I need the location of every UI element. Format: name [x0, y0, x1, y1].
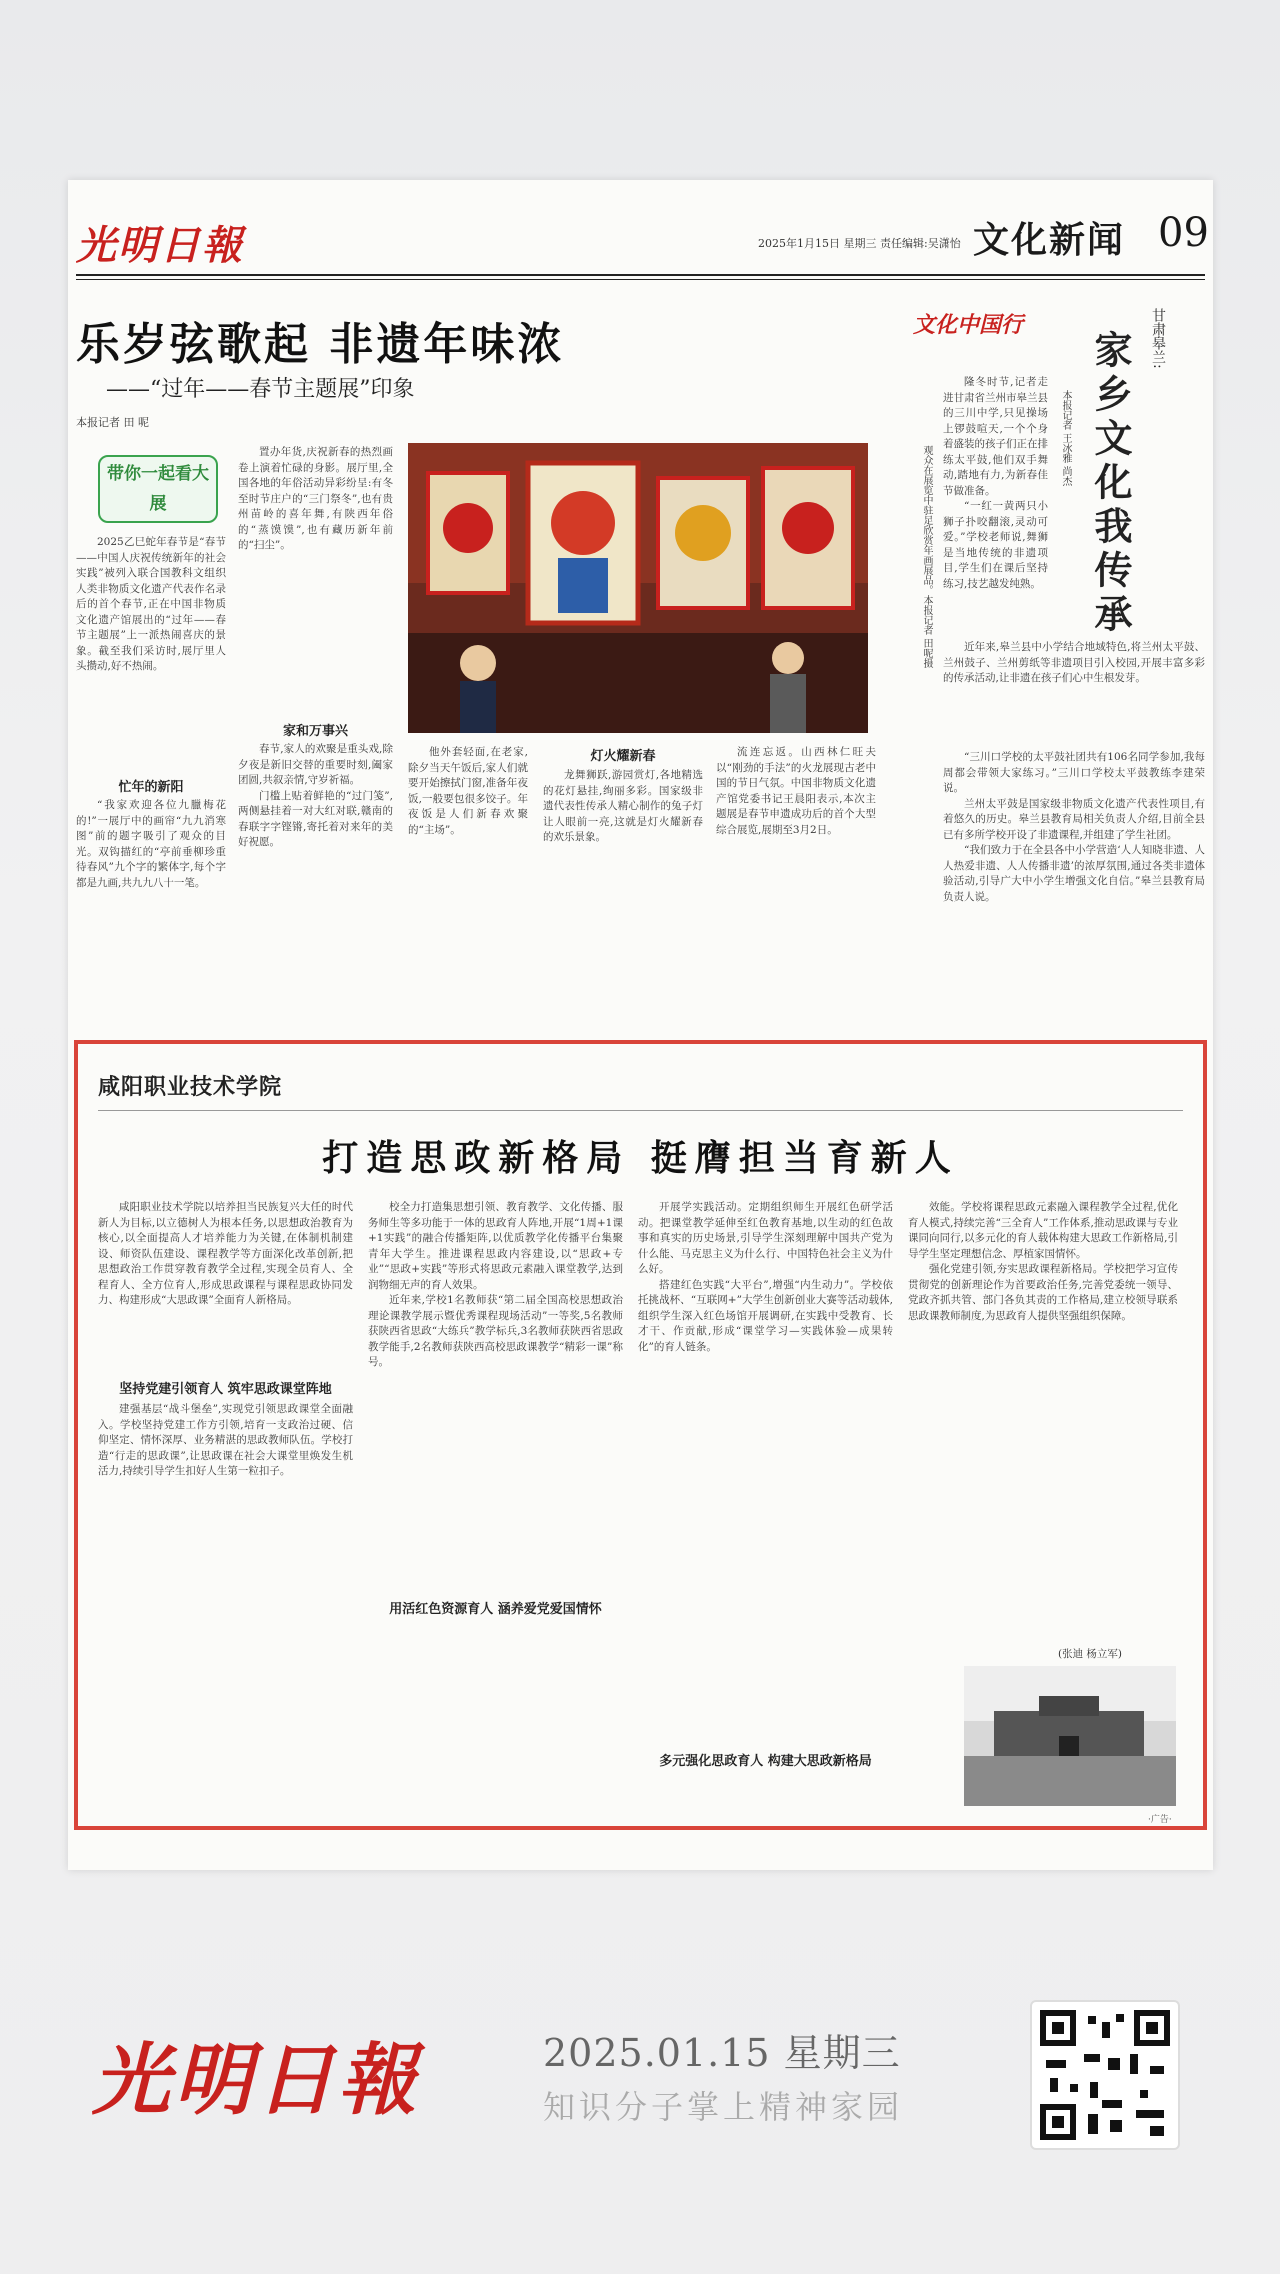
feature-paragraph: 近年来,学校1名教师获“第二届全国高校思想政治理论课教学展示暨优秀课程现场活动”一等奖,5名教师获陕西省思政“大练兵”教学标兵,3名教师获陕西省思政教学能手,2名教师获陕西高校思政课教学“精彩一课”称号。 — [368, 1294, 623, 1368]
sidebar-logo: 文化中国行 — [913, 312, 1024, 338]
masthead-rule-thin — [76, 279, 1205, 280]
feature-paragraph: 搭建红色实践“大平台”,增强“内生动力”。学校依托挑战杯、“互联网+”大学生创新创业大赛等活动载体,组织学生深入红色场馆开展调研,在实践中受教育、长才干、作贡献,形成“课堂学习—实践体验—成果转化”的育人链条。 — [638, 1278, 893, 1353]
feature-col4 — [908, 1200, 1178, 1640]
lead-paragraph: 置办年货,庆祝新春的热烈画卷上演着忙碌的身影。展厅里,全国各地的年俗活动异彩纷呈:有冬至时节庄户的“三门祭冬”,也有贵州苗岭的喜年舞,有陕西年俗的“蒸馍馍”,也有藏历新年前的“扫尘”。 — [238, 446, 393, 551]
feature-paragraph: 校全力打造集思想引领、教育教学、文化传播、服务师生等多功能于一体的思政育人阵地,开展“1周+1课+1实践”的融合传播矩阵,以优质教学化传播平台集聚青年大学生。推进课程思政内容建设,以“思政+专业”“思政+实践”等形式将思政元素融入课堂教学,达到润物细无声的育人效果。 — [368, 1201, 623, 1291]
feature-rule — [98, 1110, 1183, 1111]
footer-logo: 光明日報 — [92, 2035, 421, 2126]
feature-institution: 咸阳职业技术学院 — [98, 1074, 283, 1100]
sidebar-byline: 本报记者 王冰雅 尚杰 — [1060, 390, 1071, 487]
feature-col1b — [98, 1402, 353, 1812]
sidebar-paragraph: “一红一黄两只小狮子扑咬翻滚,灵动可爱。”学校老师说,舞狮是当地传统的非遗项目,学生们在课后坚持练习,技艺越发纯熟。 — [943, 500, 1048, 590]
qr-code[interactable] — [1030, 2000, 1180, 2150]
lead-col2b — [238, 742, 393, 1022]
lead-paragraph: 2025乙巳蛇年春节是“春节——中国人庆祝传统新年的社会实践”被列入联合国教科文组织人类非物质文化遗产代表作名录后的首个春节,正在中国非物质文化遗产馆展出的“过年——春节主题展”上一派热闹喜庆的景象。截至我们采访时,展厅里人头攒动,好不热闹。 — [76, 536, 226, 672]
lead-col3 — [408, 745, 528, 1025]
feature-subhead-2: 用活红色资源育人 涵养爱党爱国情怀 — [389, 1602, 602, 1617]
lead-paragraph: 门槛上贴着鲜艳的“过门笺”,两侧悬挂着一对大红对联,赣南的春联字字铿锵,寄托着对来年的美好祝愿。 — [238, 789, 393, 848]
campus-photo — [964, 1666, 1176, 1806]
issue-meta: 2025年1月15日 星期三 责任编辑:吴潇怡 — [758, 237, 961, 250]
exhibition-photo — [408, 443, 868, 733]
lead-paragraph: 流连忘返。山西林仁旺夫以“刚劲的手法”的火龙展现古老中国的节日气氛。中国非物质文化遗产馆党委书记王晨阳表示,本次主题展是春节申遗成功后的首个大型综合展览,展期至3月2日。 — [716, 746, 876, 836]
feature-col3 — [638, 1200, 893, 1640]
column-logo: 带你一起看大展 — [98, 455, 218, 523]
newspaper-page — [68, 180, 1213, 1870]
lead-subhead-2: 家和万事兴 — [282, 724, 348, 739]
feature-title: 打造思政新格局 挺膺担当育新人 — [322, 1137, 959, 1179]
exhibition-photo-graphic — [408, 443, 868, 733]
lead-col4 — [543, 768, 703, 1026]
lead-paragraph: 龙舞狮跃,游园赏灯,各地精选的花灯悬挂,绚丽多彩。国家级非遗代表性传承人精心制作的兔子灯让人眼前一亮,这就是灯火耀新春的欢乐景象。 — [543, 769, 703, 843]
sidebar-paragraph: “三川口学校的太平鼓社团共有106名同学参加,我每周都会带领大家练习。”三川口学校太平鼓教练李建荣说。 — [943, 751, 1205, 794]
sidebar-col1 — [943, 375, 1048, 630]
feature-author: (张迪 杨立军) — [1058, 1648, 1123, 1660]
lead-subhead-3: 灯火耀新春 — [590, 749, 656, 764]
lead-paragraph: 春节,家人的欢聚是重头戏,除夕夜是新旧交替的重要时刻,阖家团圆,共叙亲情,守岁祈福。 — [238, 743, 393, 786]
lead-subtitle: ——“过年——春节主题展”印象 — [106, 377, 415, 402]
masthead-rule — [76, 274, 1205, 276]
feature-paragraph: 效能。学校将课程思政元素融入课程教学全过程,优化育人模式,持续完善“三全育人”工作体系,推动思政课与专业课同向同行,以多元化的育人载体构建大思政工作新格局,引导学生坚定理想信念、厚植家国情怀。 — [908, 1201, 1178, 1260]
lead-col1b — [76, 798, 226, 1018]
sidebar-title: 家乡文化我传承 — [1088, 330, 1133, 638]
lead-title: 乐岁弦歌起 非遗年味浓 — [76, 319, 565, 370]
section-name: 文化新闻 — [973, 219, 1126, 261]
feature-paragraph: 咸阳职业技术学院以培养担当民族复兴大任的时代新人为目标,以立德树人为根本任务,以思想政治教育为核心,以全面提高人才培养能力为关键,在体制机制建设、师资队伍建设、课程教学等方面深化改革创新,把思想政治工作贯穿教育教学全过程,实现全员育人、全程育人、全方位育人,形成思政课程与课程思政协同发力、构建形成“大思政课”全面育人新格局。 — [98, 1201, 353, 1306]
sidebar-paragraph: 近年来,皋兰县中小学结合地域特色,将兰州太平鼓、兰州鼓子、兰州剪纸等非遗项目引入校园,开展丰富多彩的传承活动,让非遗在孩子们心中生根发芽。 — [943, 641, 1205, 684]
lead-col5 — [716, 745, 876, 1025]
feature-subhead-3: 多元强化思政育人 构建大思政新格局 — [659, 1754, 872, 1769]
feature-col1 — [98, 1200, 353, 1372]
page-number: 09 — [1158, 210, 1209, 256]
masthead-logo: 光明日報 — [76, 222, 244, 269]
sidebar-kicker: 甘肃皋兰: — [1150, 308, 1166, 369]
campus-photo-graphic — [964, 1666, 1176, 1806]
lead-paragraph: “我家欢迎各位九臘梅花的!”一展厅中的画帘“九九消寒图”前的题字吸引了观众的目光。双钩描红的“亭前垂柳珍重待春风”九个字的繁体字,每个字都是九画,共九九八十一笔。 — [76, 799, 226, 889]
feature-subhead-1: 坚持党建引领育人 筑牢思政课堂阵地 — [119, 1382, 332, 1397]
footer-date: 2025.01.15 星期三 — [543, 2031, 901, 2075]
lead-byline: 本报记者 田 呢 — [76, 416, 149, 429]
feature-paragraph: 开展学实践活动。定期组织师生开展红色研学活动。把课堂教学延伸至红色教育基地,以生动的红色故事和真实的历史场景,引导学生深刻理解中国共产党为什么能、马克思主义为什么行、中国特色社会主义为什么好。 — [638, 1201, 893, 1275]
sidebar-paragraph: “我们致力于在全县各中小学营造‘人人知晓非遗、人人热爱非遗、人人传播非遗’的浓厚氛围,通过各类非遗体验活动,引导广大中小学生增强文化自信。”皋兰县教育局负责人说。 — [943, 844, 1205, 903]
sidebar-col2 — [943, 640, 1205, 740]
photo-caption: 观众在展览中驻足欣赏年画展品。本报记者 田呢摄 — [921, 445, 932, 669]
lead-subhead-1: 忙年的新阳 — [118, 780, 184, 795]
feature-col2 — [368, 1200, 623, 1590]
lead-col1 — [76, 535, 226, 770]
feature-paragraph: 强化党建引领,夯实思政课程新格局。学校把学习宣传贯彻党的创新理论作为首要政治任务,完善党委统一领导、党政齐抓共管、部门各负其责的工作格局,建立校领导联系思政课教师制度,为思政育人提供坚强组织保障。 — [908, 1263, 1178, 1322]
sidebar-paragraph: 隆冬时节,记者走进甘肃省兰州市皋兰县的三川中学,只见操场上锣鼓喧天,一个个身着盛装的孩子们正在排练太平鼓,他们双手舞动,踏地有力,为新春佳节做准备。 — [943, 376, 1048, 497]
lead-paragraph: 他外套轻面,在老家,除夕当天午饭后,家人们就要开始擦拭门窗,准备年夜饭,一般要包很多饺子。年夜饭是人们新春欢聚的“主场”。 — [408, 746, 528, 836]
footer-slogan: 知识分子掌上精神家园 — [543, 2088, 904, 2126]
ad-mark: ·广告· — [1148, 1815, 1172, 1825]
qr-code-icon — [1040, 2010, 1170, 2140]
sidebar-paragraph: 兰州太平鼓是国家级非物质文化遗产代表性项目,有着悠久的历史。皋兰县教育局相关负责人介绍,目前全县已有多所学校开设了非遗课程,并组建了学生社团。 — [943, 797, 1205, 841]
sidebar-col3 — [943, 750, 1205, 1025]
feature-paragraph: 建强基层“战斗堡垒”,实现党引领思政课堂全面融入。学校坚持党建工作方引领,培育一支政治过硬、信仰坚定、情怀深厚、业务精湛的思政教师队伍。学校打造“行走的思政课”,让思政课在社会大课堂里焕发生机活力,持续引导学生扣好人生第一粒扣子。 — [98, 1403, 353, 1477]
